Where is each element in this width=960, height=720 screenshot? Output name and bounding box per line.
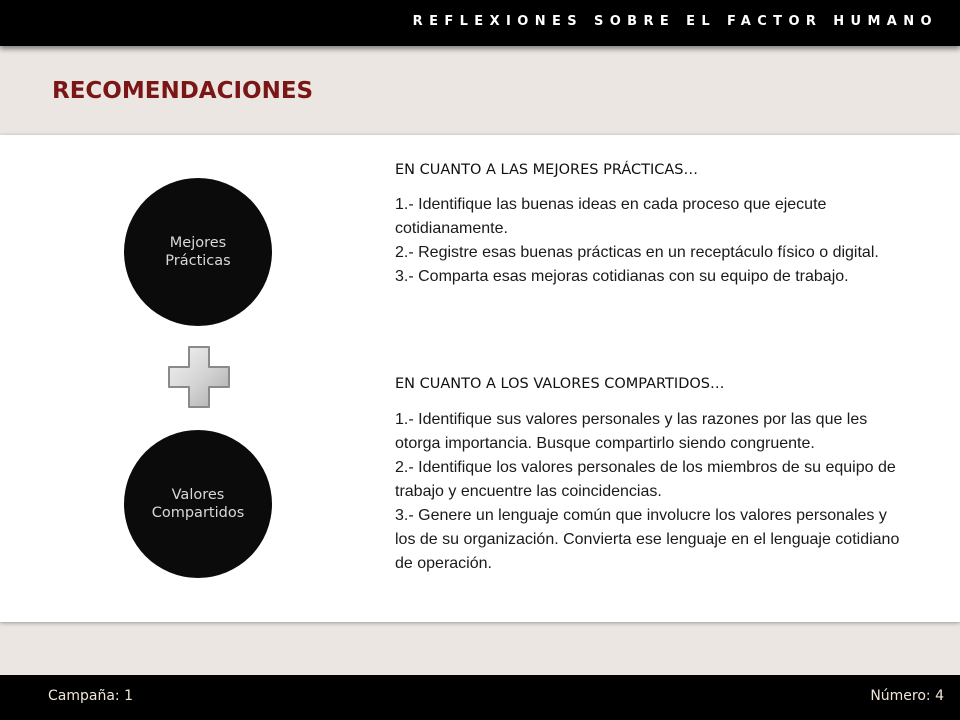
section-heading-valores-compartidos: EN CUANTO A LOS VALORES COMPARTIDOS… [395,376,725,392]
list-item: 1.- Identifique sus valores personales y las razones por las que les otorga importancia. Busque compartirlo siendo congruente. [395,411,868,452]
valores-compartidos-list [395,408,905,576]
top-banner [0,0,960,46]
plus-icon [167,345,231,409]
circle-label-line: Mejores [169,235,227,251]
mejores-practicas-list [395,193,905,289]
list-item: 1.- Identifique las buenas ideas en cada proceso que ejecute cotidianamente. [395,196,827,237]
list-item: 2.- Identifique los valores personales de los miembros de su equipo de trabajo y encuentre las coincidencias. [395,459,896,500]
page-title: RECOMENDACIONES [52,78,314,104]
mejores-practicas-circle [124,178,272,326]
section-heading-mejores-practicas: EN CUANTO A LAS MEJORES PRÁCTICAS… [395,162,698,178]
list-item: 3.- Comparta esas mejoras cotidianas con su equipo de trabajo. [395,268,849,285]
campaign-label: Campaña: 1 [48,688,133,704]
circle-label-line: Compartidos [151,505,245,521]
valores-compartidos-circle [124,430,272,578]
banner-title: REFLEXIONES SOBRE EL FACTOR HUMANO [412,14,938,29]
list-item: 2.- Registre esas buenas prácticas en un receptáculo físico o digital. [395,244,879,261]
number-label: Número: 4 [870,688,944,704]
circle-label-line: Valores [171,487,225,503]
list-item: 3.- Genere un lenguaje común que involucre los valores personales y los de su organización. Convierta ese lenguaje en el lenguaje cotidiano de operación. [395,507,900,572]
footer-bar [0,675,960,720]
circle-label-line: Prácticas [165,253,231,269]
